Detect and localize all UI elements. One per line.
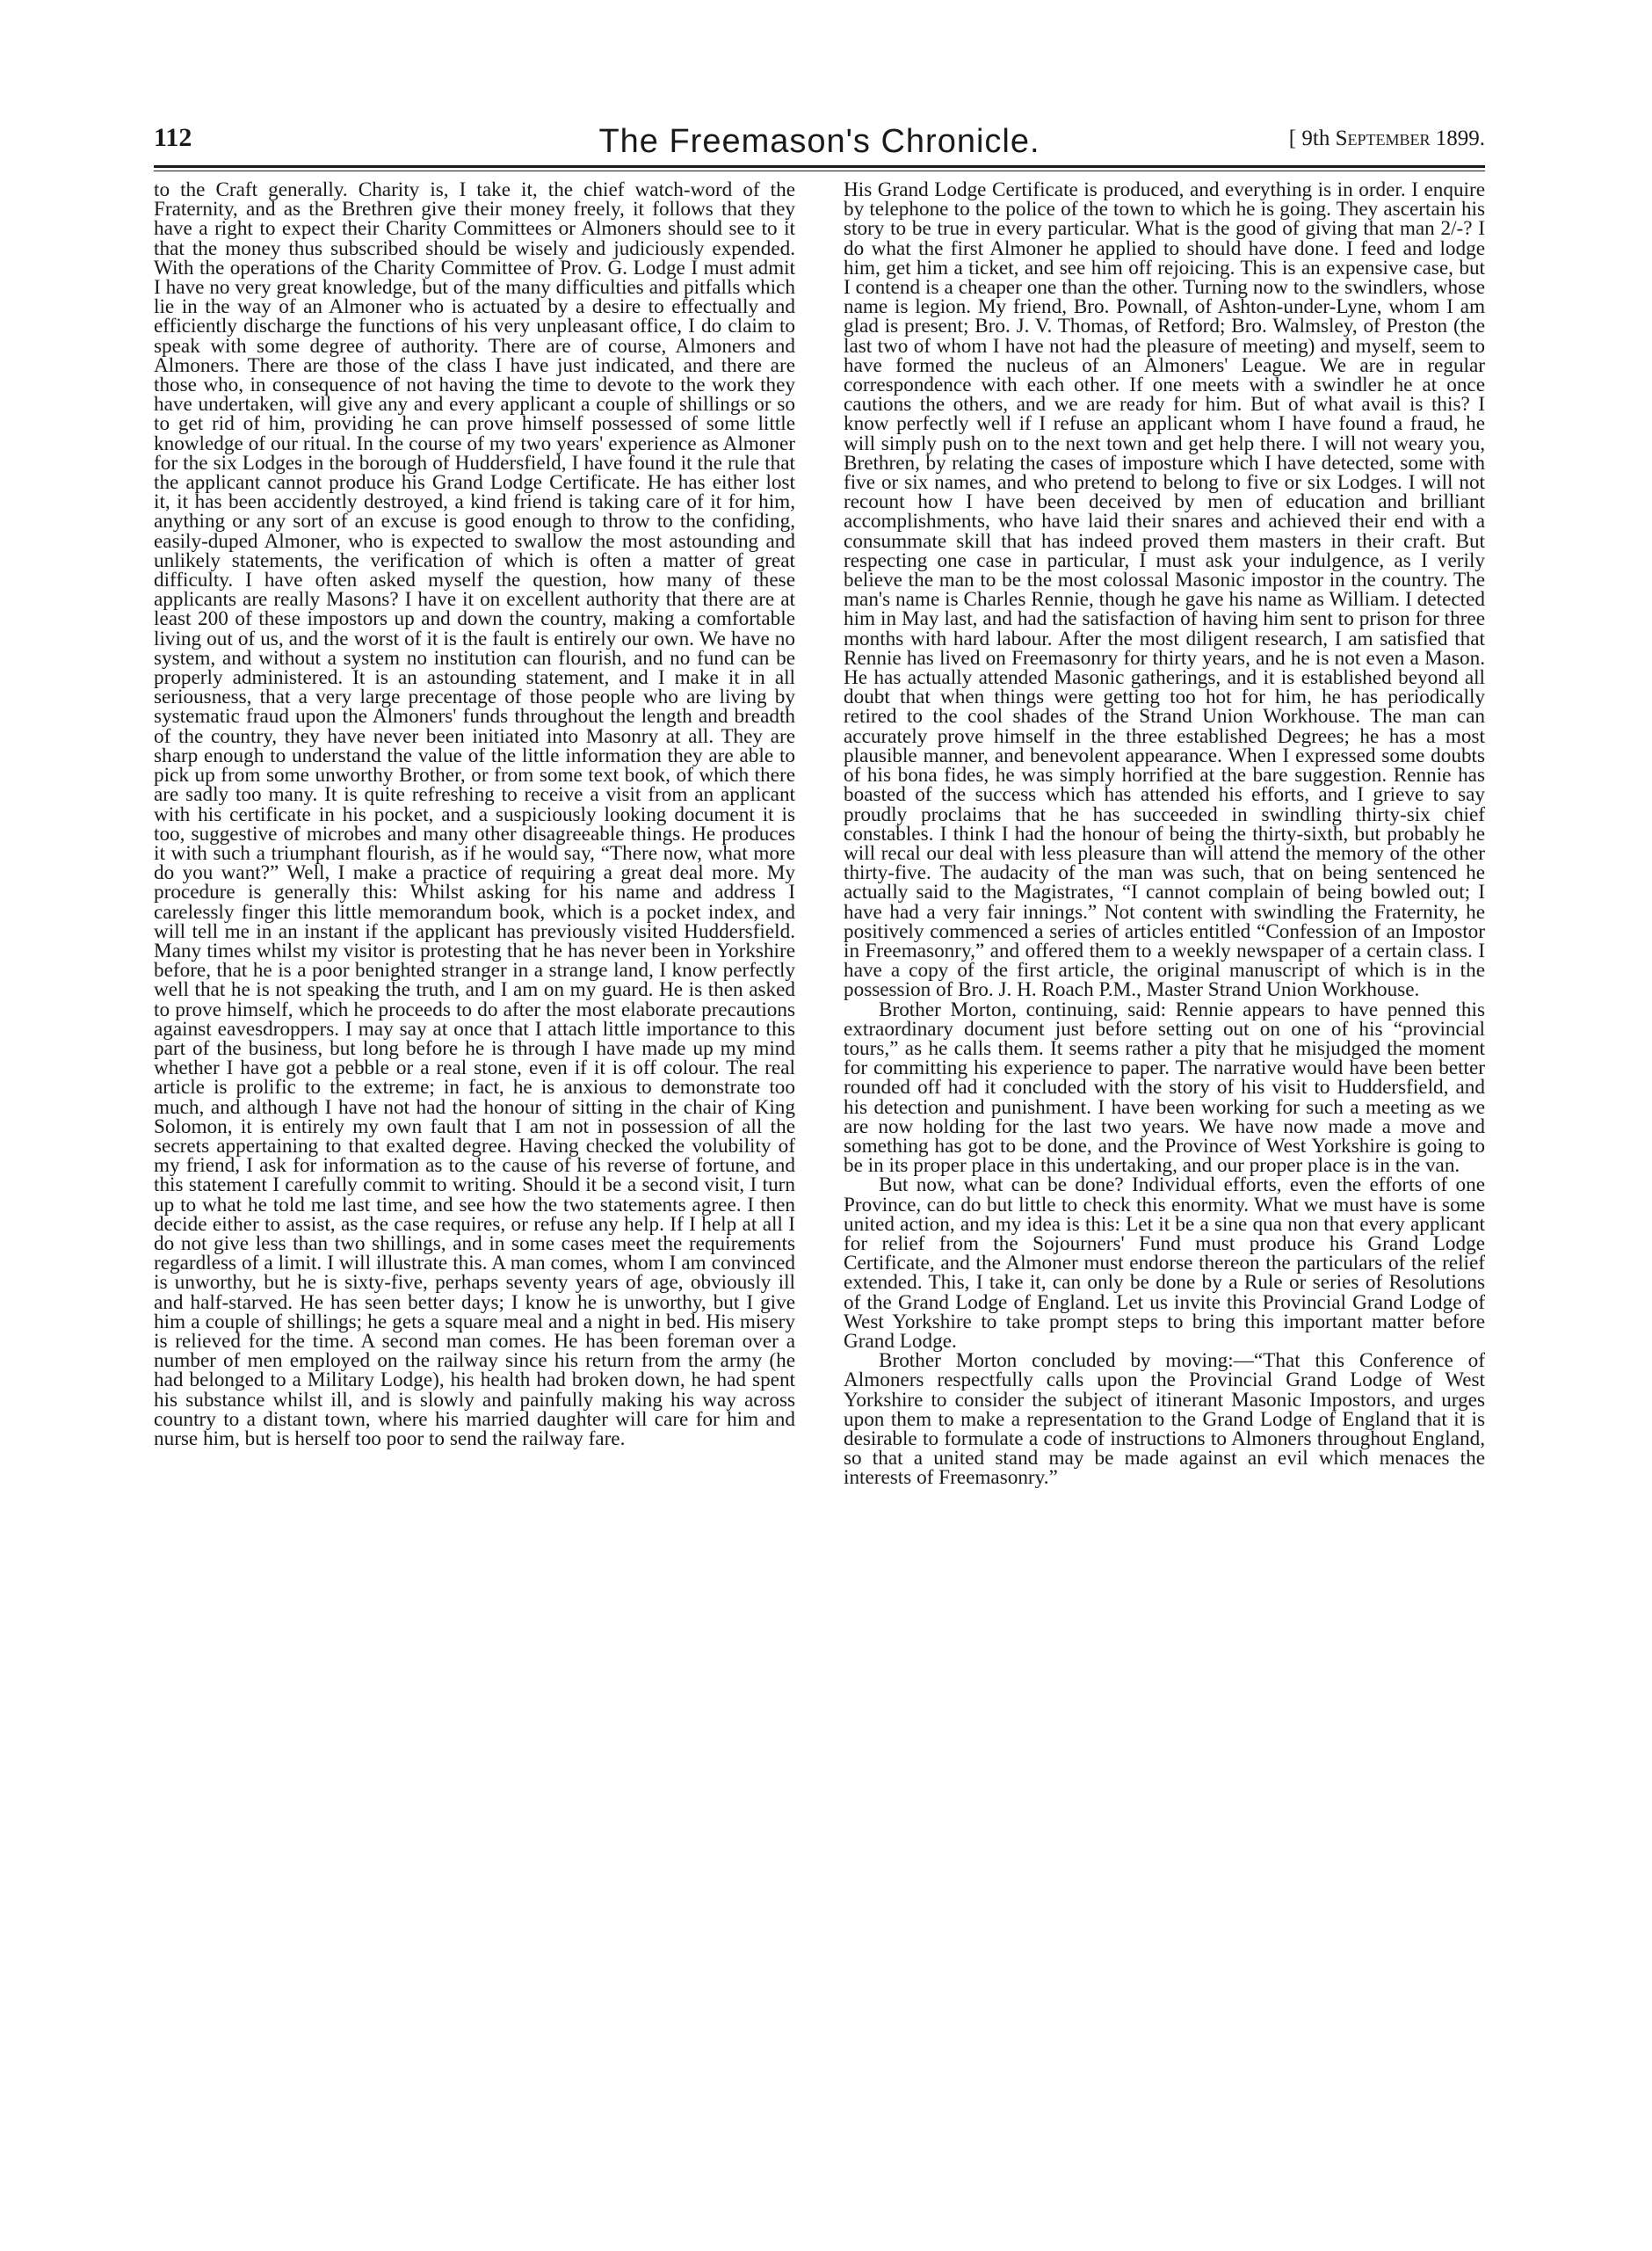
issue-date-year: 1899. <box>1430 127 1485 150</box>
page-number: 112 <box>154 123 192 152</box>
right-column <box>844 180 1485 2088</box>
right-paragraph-2: Brother Morton, continuing, said: Rennie appears to have penned this extraordinary document just before setting out on one of his “provincial tours,” as he calls them. It seems rather a pity that he misjudged the moment for committing his experience to paper. The narrative would have been better rounded off had it concluded with the story of his visit to Huddersfield, and his detection and punishment. I have been working for such a meeting as we are now holding for the last two years. We have now made a move and something has got to be done, and the Province of West Yorkshire is going to be in its proper place in this undertaking, and our proper place is in the van. <box>844 998 1485 1178</box>
issue-date-prefix: [ 9th <box>1288 127 1336 150</box>
right-paragraph-1: His Grand Lodge Certificate is produced, and everything is in order. I enquire by telephone to the police of the town to which he is going. They ascertain his story to be true in every particular. What is the good of giving that man 2/-? I do what the first Almoner he applied to should have done. I feed and lodge him, get him a ticket, and see him off rejoicing. This is an expensive case, but I contend is a cheaper one than the other. Turning now to the swindlers, whose name is legion. My friend, Bro. Pownall, of Ashton-under-Lyne, whom I am glad is present; Bro. J. V. Thomas, of Retford; Bro. Walmsley, of Preston (the last two of whom I have not had the pleasure of meeting) and myself, seem to have formed the nucleus of an Almoners' League. We are in regular correspondence with each other. If one meets with a swindler he at once cautions the others, and we are ready for him. But of what avail is this? I know perfectly well if I refuse an applicant whom I have found a fraud, he will simply push on to the next town and get help there. I will not weary you, Brethren, by relating the cases of imposture which I have detected, some with five or six names, and who pretend to belong to five or six Lodges. I will not recount how I have been deceived by men of education and brilliant accomplishments, who have laid their snares and achieved their end with a consummate skill that has indeed proved them masters in their craft. But respecting one case in particular, I must ask your indulgence, as I verily believe the man to be the most colossal Masonic impostor in the country. The man's name is Charles Rennie, though he gave his name as William. I detected him in May last, and had the satisfaction of having him sent to prison for three months with hard labour. After the most diligent research, I am satisfied that Rennie has lived on Freemasonry for thirty years, and he is not even a Mason. He has actually attended Masonic gatherings, and it is established beyond all doubt that when things were getting too hot for him, he has periodically retired to the cool shades of the Strand Union Workhouse. The man can accurately prove himself in the three established Degrees; he has a most plausible manner, and benevolent appearance. When I expressed some doubts of his bona fides, he was simply horrified at the bare suggestion. Rennie has boasted of the success which has attended his efforts, and I grieve to say proudly proclaims that he has succeeded in swindling thirty-six chief constables. I think I had the honour of being the thirty-sixth, but probably he will recal our deal with less pleasure than will attend the memory of the other thirty-five. The audacity of the man was such, that on being sentenced he actually said to the Magistrates, “I cannot complain of being bowled out; I have had a very fair innings.” Not content with swindling the Fraternity, he positively commenced a series of articles entitled “Confession of an Impostor in Freemasonry,” and offered them to a weekly newspaper of a certain class. I have a copy of the first article, the original manuscript of which is in the possession of Bro. J. H. Roach P.M., Master Strand Union Workhouse. <box>844 180 1485 1002</box>
masthead <box>154 123 1485 162</box>
left-paragraph-1: to the Craft generally. Charity is, I take it, the chief watch-word of the Fraternity, and as the Brethren give their money freely, it follows that they have a right to expect their Charity Committees or Almoners should see to it that the money thus subscribed should be wisely and judiciously expended. With the operations of the Charity Committee of Prov. G. Lodge I must admit I have no very great knowledge, but of the many difficulties and pitfalls which lie in the way of an Almoner who is actuated by a desire to effectually and efficiently discharge the functions of his very unpleasant office, I do claim to speak with some degree of authority. There are of course, Almoners and Almoners. There are those of the class I have just indicated, and there are those who, in consequence of not having the time to devote to the work they have undertaken, will give any and every applicant a couple of shillings or so to get rid of him, providing he can prove himself possessed of some little knowledge of our ritual. In the course of my two years' experience as Almoner for the six Lodges in the borough of Huddersfield, I have found it the rule that the applicant cannot produce his Grand Lodge Certificate. He has either lost it, it has been accidently destroyed, a kind friend is taking care of it for him, anything or any sort of an excuse is good enough to throw to the confiding, easily-duped Almoner, who is expected to swallow the most astounding and unlikely statements, the verification of which is often a matter of great difficulty. I have often asked myself the question, how many of these applicants are really Masons? I have it on excellent authority that there are at least 200 of these impostors up and down the country, making a comfortable living out of us, and the worst of it is the fault is entirely our own. We have no system, and without a system no institution can flourish, and no fund can be properly administered. It is an astounding statement, and I make it in all seriousness, that a very large precentage of those people who are living by systematic fraud upon the Almoners' funds throughout the length and breadth of the country, they have never been initiated into Masonry at all. They are sharp enough to understand the value of the little information they are able to pick up from some unworthy Brother, or from some text book, of which there are sadly too many. It is quite refreshing to receive a visit from an applicant with his certificate in his pocket, and a suspiciously looking document it is too, suggestive of microbes and many other disagreeable things. He produces it with such a triumphant flourish, as if he would say, “There now, what more do you want?” Well, I make a practice of requiring a great deal more. My procedure is generally this: Whilst asking for his name and address I carelessly finger this little memorandum book, which is a pocket index, and will tell me in an instant if the applicant has previously visited Huddersfield. Many times whilst my visitor is protesting that he has never been in Yorkshire before, that he is a poor benighted stranger in a strange land, I know perfectly well that he is not speaking the truth, and I am on my guard. He is then asked to prove himself, which he proceeds to do after the most elaborate precautions against eavesdroppers. I may say at once that I attach little importance to this part of the business, but long before he is through I have made up my mind whether I have got a pebble or a real stone, even if it is off colour. The real article is prolific to the extreme; in fact, he is anxious to demonstrate too much, and although I have not had the honour of sitting in the chair of King Solomon, it is entirely my own fault that I am not in possession of all the secrets appertaining to that exalted degree. Having checked the volubility of my friend, I ask for information as to the cause of his reverse of fortune, and this statement I carefully commit to writing. Should it be a second visit, I turn up to what he told me last time, and see how the two statements agree. I then decide either to assist, as the case requires, or refuse any help. If I help at all I do not give less than two shillings, and in some cases meet the requirements regardless of a limit. I will illustrate this. A man comes, whom I am convinced is unworthy, but he is sixty-five, perhaps seventy years of age, obviously ill and half-starved. He has seen better days; I know he is unworthy, but I give him a couple of shillings; he gets a square meal and a night in bed. His misery is relieved for the time. A second man comes. He has been foreman over a number of men employed on the railway since his return from the army (he had belonged to a Military Lodge), his health had broken down, he had spent his substance whilst ill, and is slowly and painfully making his way across country to a distant town, where his married daughter will care for him and nurse him, but is herself too poor to send the railway fare. <box>154 180 795 1450</box>
issue-date <box>1289 127 1485 151</box>
header-rule-thick <box>154 165 1485 168</box>
journal-title: The Freemason's Chronicle. <box>598 123 1040 160</box>
right-paragraph-4: Brother Morton concluded by moving:—“That this Conference of Almoners respectfully calls upon the Provincial Grand Lodge of West Yorkshire to consider the subject of itinerant Masonic Impostors, and urges upon them to make a representation to the Grand Lodge of England that it is desirable to formulate a code of instructions to Almoners throughout England, so that a united stand may be made against an evil which menaces the interests of Freemasonry.” <box>844 1349 1485 1490</box>
left-column <box>154 180 795 2088</box>
issue-date-month: September <box>1335 127 1431 150</box>
right-paragraph-3: But now, what can be done? Individual efforts, even the efforts of one Province, can do but little to check this enormity. What we must have is some united action, and my idea is this: Let it be a sine qua non that every applicant for relief from the Sojourners' Fund must produce his Grand Lodge Certificate, and the Almoner must endorse thereon the particulars of the relief extended. This, I take it, can only be done by a Rule or series of Resolutions of the Grand Lodge of England. Let us invite this Provincial Grand Lodge of West Yorkshire to take prompt steps to bring this important matter before Grand Lodge. <box>844 1173 1485 1353</box>
